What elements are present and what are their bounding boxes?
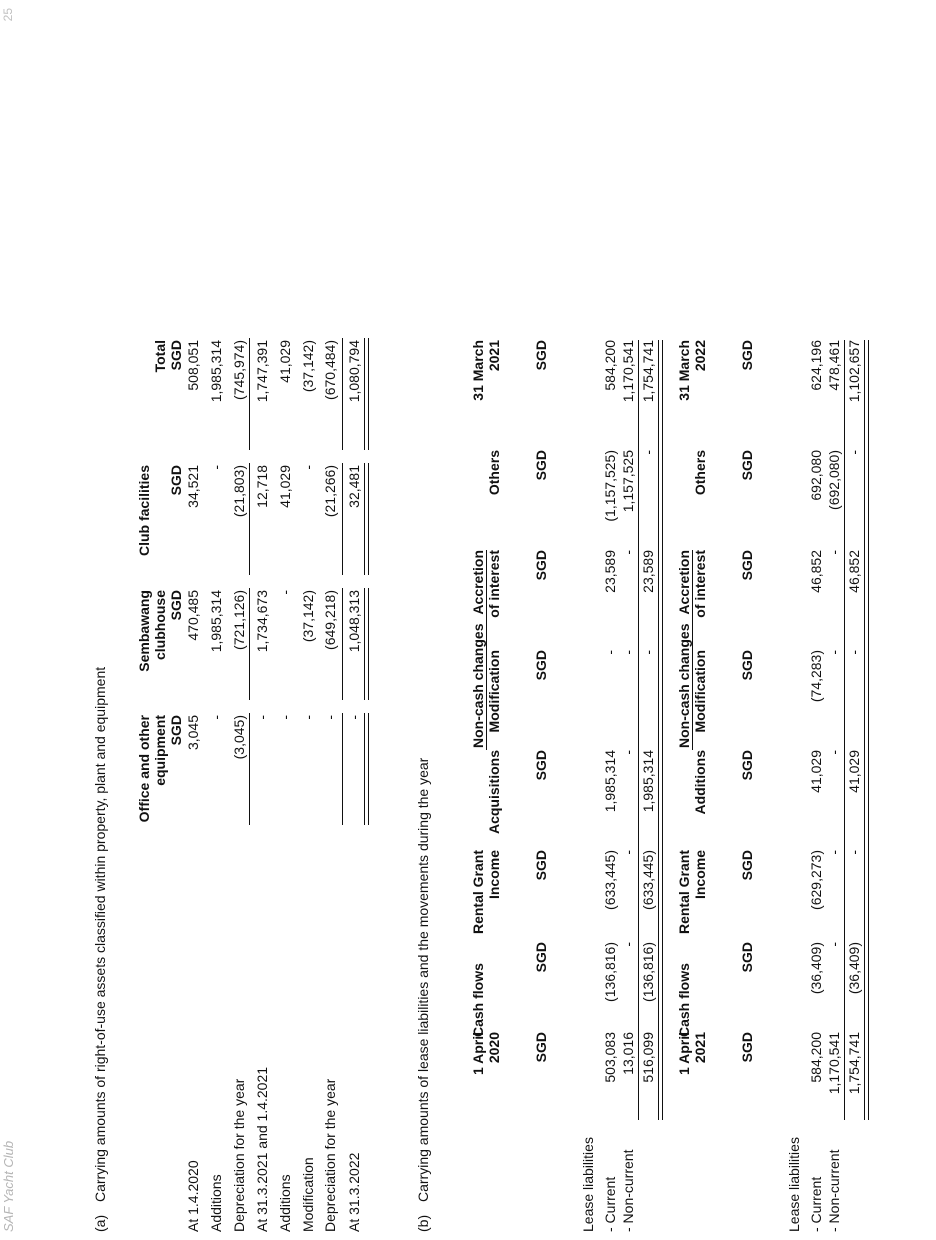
table-cell: (21,266) <box>322 465 338 518</box>
table-cell: - <box>620 942 636 947</box>
total-double-rule <box>364 588 369 700</box>
table-cell: - <box>620 850 636 855</box>
table-cell: 13,016 <box>620 1032 636 1075</box>
table-cell: - <box>602 650 618 655</box>
table-cell: 1,170,541 <box>620 340 636 403</box>
subtotal-rule <box>342 713 343 825</box>
total-cell: (136,816) <box>640 942 656 1002</box>
column-header: Others <box>486 450 502 496</box>
club-name: SAF Yacht Club <box>1 1140 16 1232</box>
column-unit: SGD <box>533 1032 549 1063</box>
subtotal-rule <box>249 338 250 450</box>
table-cell: 23,589 <box>602 550 618 593</box>
table-cell: 584,200 <box>602 340 618 391</box>
column-unit: SGD <box>739 850 755 881</box>
row-label: - Non-current <box>826 1149 842 1232</box>
table-cell: (21,803) <box>231 465 247 518</box>
column-unit: SGD <box>739 1032 755 1063</box>
table-cell: (649,218) <box>322 590 338 650</box>
section-b-title: Carrying amounts of lease liabilities and the movements during the year <box>415 757 431 1202</box>
column-header: Modification <box>692 650 708 733</box>
table-cell: 32,481 <box>346 465 362 508</box>
total-cell: (36,409) <box>846 942 862 995</box>
row-label: - Current <box>808 1176 824 1232</box>
column-header: Office and other <box>136 715 152 823</box>
row-label: - Current <box>602 1176 618 1232</box>
table-cell: 41,029 <box>808 750 824 793</box>
non-cash-changes-header: Non-cash changes <box>470 623 486 748</box>
table-cell: 1,985,314 <box>602 750 618 813</box>
group-label: Lease liabilities <box>580 1137 596 1232</box>
column-header: Accretion <box>470 550 486 615</box>
row-label: At 1.4.2020 <box>185 1160 201 1232</box>
total-double-rule <box>364 713 369 825</box>
subtotal-rule <box>638 340 639 1120</box>
table-cell: - <box>322 715 338 720</box>
table-cell: 1,985,314 <box>208 340 224 403</box>
table-cell: (3,045) <box>231 715 247 760</box>
table-cell: 624,196 <box>808 340 824 391</box>
table-cell: - <box>826 750 842 755</box>
table-cell: 470,485 <box>185 590 201 641</box>
column-unit: SGD <box>168 715 184 746</box>
column-header: Cash flows <box>676 963 692 1037</box>
table-cell: (1,157,525) <box>602 450 618 522</box>
table-cell: - <box>254 715 270 720</box>
column-unit: SGD <box>533 850 549 881</box>
row-label: At 31.3.2021 and 1.4.2021 <box>254 1066 270 1232</box>
column-unit: SGD <box>739 550 755 581</box>
row-label: At 31.3.2022 <box>346 1152 362 1232</box>
total-cell: 1,754,741 <box>640 340 656 403</box>
group-label: Lease liabilities <box>786 1137 802 1232</box>
column-header: Income <box>692 850 708 900</box>
table-cell: (692,080) <box>826 450 842 510</box>
column-header: Modification <box>486 650 502 733</box>
column-header: of interest <box>692 550 708 618</box>
subtotal-rule <box>342 463 343 575</box>
table-cell: 1,048,313 <box>346 590 362 653</box>
table-cell: - <box>346 715 362 720</box>
total-double-rule <box>364 338 369 450</box>
table-cell: 508,051 <box>185 340 201 391</box>
column-unit: SGD <box>533 450 549 481</box>
subtotal-rule <box>342 338 343 450</box>
row-label: Depreciation for the year <box>231 1078 247 1232</box>
table-cell: (629,273) <box>808 850 824 910</box>
column-header: Income <box>486 850 502 900</box>
total-cell: - <box>640 650 656 655</box>
row-label: Modification <box>300 1157 316 1232</box>
total-double-rule <box>864 340 869 1120</box>
column-unit: SGD <box>533 750 549 781</box>
total-cell: - <box>640 450 656 455</box>
column-header: Accretion <box>676 550 692 615</box>
column-header: 2021 <box>692 1032 708 1064</box>
table-cell: 478,461 <box>826 340 842 391</box>
column-header: 2020 <box>486 1032 502 1064</box>
column-unit: SGD <box>533 550 549 581</box>
table-cell: 1,170,541 <box>826 1032 842 1095</box>
table-cell: (37,142) <box>300 590 316 643</box>
column-unit: SGD <box>168 340 184 371</box>
table-cell: (74,283) <box>808 650 824 703</box>
table-cell: (721,126) <box>231 590 247 650</box>
table-cell: (37,142) <box>300 340 316 393</box>
table-cell: 12,718 <box>254 465 270 508</box>
column-header: 31 March <box>470 340 486 401</box>
table-cell: 503,083 <box>602 1032 618 1083</box>
total-cell: 46,852 <box>846 550 862 593</box>
column-header: of interest <box>486 550 502 618</box>
total-cell: 41,029 <box>846 750 862 793</box>
column-unit: SGD <box>739 650 755 681</box>
column-header: 1 April <box>676 1032 692 1076</box>
column-header: Acquisitions <box>486 750 502 835</box>
subtotal-rule <box>249 463 250 575</box>
row-label: Additions <box>277 1174 293 1232</box>
row-label: Additions <box>208 1174 224 1232</box>
subtotal-rule <box>249 713 250 825</box>
table-cell: - <box>826 650 842 655</box>
column-header: 2022 <box>692 340 708 372</box>
total-cell: - <box>846 850 862 855</box>
total-cell: 1,102,657 <box>846 340 862 403</box>
total-cell: 516,099 <box>640 1032 656 1083</box>
table-cell: - <box>620 750 636 755</box>
table-cell: - <box>826 942 842 947</box>
table-cell: - <box>208 465 224 470</box>
table-cell: 1,080,794 <box>346 340 362 403</box>
column-header: Sembawang <box>136 590 152 672</box>
table-cell: 584,200 <box>808 1032 824 1083</box>
table-cell: 1,747,391 <box>254 340 270 403</box>
column-header: Others <box>692 450 708 496</box>
table-cell: - <box>620 650 636 655</box>
table-cell: (136,816) <box>602 942 618 1002</box>
total-cell: - <box>846 650 862 655</box>
column-header: 31 March <box>676 340 692 401</box>
table-cell: (745,974) <box>231 340 247 400</box>
table-cell: - <box>300 715 316 720</box>
column-header: Cash flows <box>470 963 486 1037</box>
section-b-label: (b) <box>415 1214 431 1232</box>
row-label: - Non-current <box>620 1149 636 1232</box>
table-cell: (36,409) <box>808 942 824 995</box>
table-cell: 692,080 <box>808 450 824 501</box>
table-cell: 46,852 <box>808 550 824 593</box>
column-unit: SGD <box>168 590 184 621</box>
column-unit: SGD <box>739 942 755 973</box>
section-a-title: Carrying amounts of right-of-use assets classified within property, plant and equipment <box>92 666 108 1202</box>
column-unit: SGD <box>739 750 755 781</box>
subtotal-rule <box>249 588 250 700</box>
column-header: Total <box>152 340 168 373</box>
table-cell: - <box>300 465 316 470</box>
total-cell: (633,445) <box>640 850 656 910</box>
total-cell: - <box>846 450 862 455</box>
column-unit: SGD <box>533 942 549 973</box>
table-cell: 3,045 <box>185 715 201 751</box>
table-cell: - <box>826 850 842 855</box>
table-cell: 34,521 <box>185 465 201 508</box>
table-cell: (670,484) <box>322 340 338 400</box>
table-cell: 41,029 <box>277 465 293 508</box>
column-header: 1 April <box>470 1032 486 1076</box>
column-header: clubhouse <box>152 590 168 661</box>
table-cell: - <box>277 590 293 595</box>
table-cell: - <box>277 715 293 720</box>
table-cell: - <box>208 715 224 720</box>
page-number: 25 <box>1 8 15 22</box>
row-label: Depreciation for the year <box>322 1078 338 1232</box>
table-cell: 1,734,673 <box>254 590 270 653</box>
total-double-rule <box>364 463 369 575</box>
subtotal-rule <box>844 340 845 1120</box>
column-unit: SGD <box>739 450 755 481</box>
column-unit: SGD <box>739 340 755 371</box>
total-cell: 1,754,741 <box>846 1032 862 1095</box>
table-cell: - <box>620 550 636 555</box>
section-a-label: (a) <box>92 1214 108 1232</box>
column-header: Rental Grant <box>676 850 692 935</box>
table-cell: - <box>826 550 842 555</box>
subtotal-rule <box>342 588 343 700</box>
total-double-rule <box>658 340 663 1120</box>
table-cell: 1,157,525 <box>620 450 636 513</box>
column-unit: SGD <box>533 650 549 681</box>
table-cell: 41,029 <box>277 340 293 383</box>
non-cash-changes-header: Non-cash changes <box>676 623 692 748</box>
column-header: equipment <box>152 715 168 786</box>
table-cell: 1,985,314 <box>208 590 224 653</box>
column-header: Rental Grant <box>470 850 486 935</box>
column-unit: SGD <box>533 340 549 371</box>
table-cell: (633,445) <box>602 850 618 910</box>
total-cell: 23,589 <box>640 550 656 593</box>
column-header: 2021 <box>486 340 502 372</box>
total-cell: 1,985,314 <box>640 750 656 813</box>
column-header: Club facilities <box>136 465 152 557</box>
column-unit: SGD <box>168 465 184 496</box>
column-header: Additions <box>692 750 708 815</box>
